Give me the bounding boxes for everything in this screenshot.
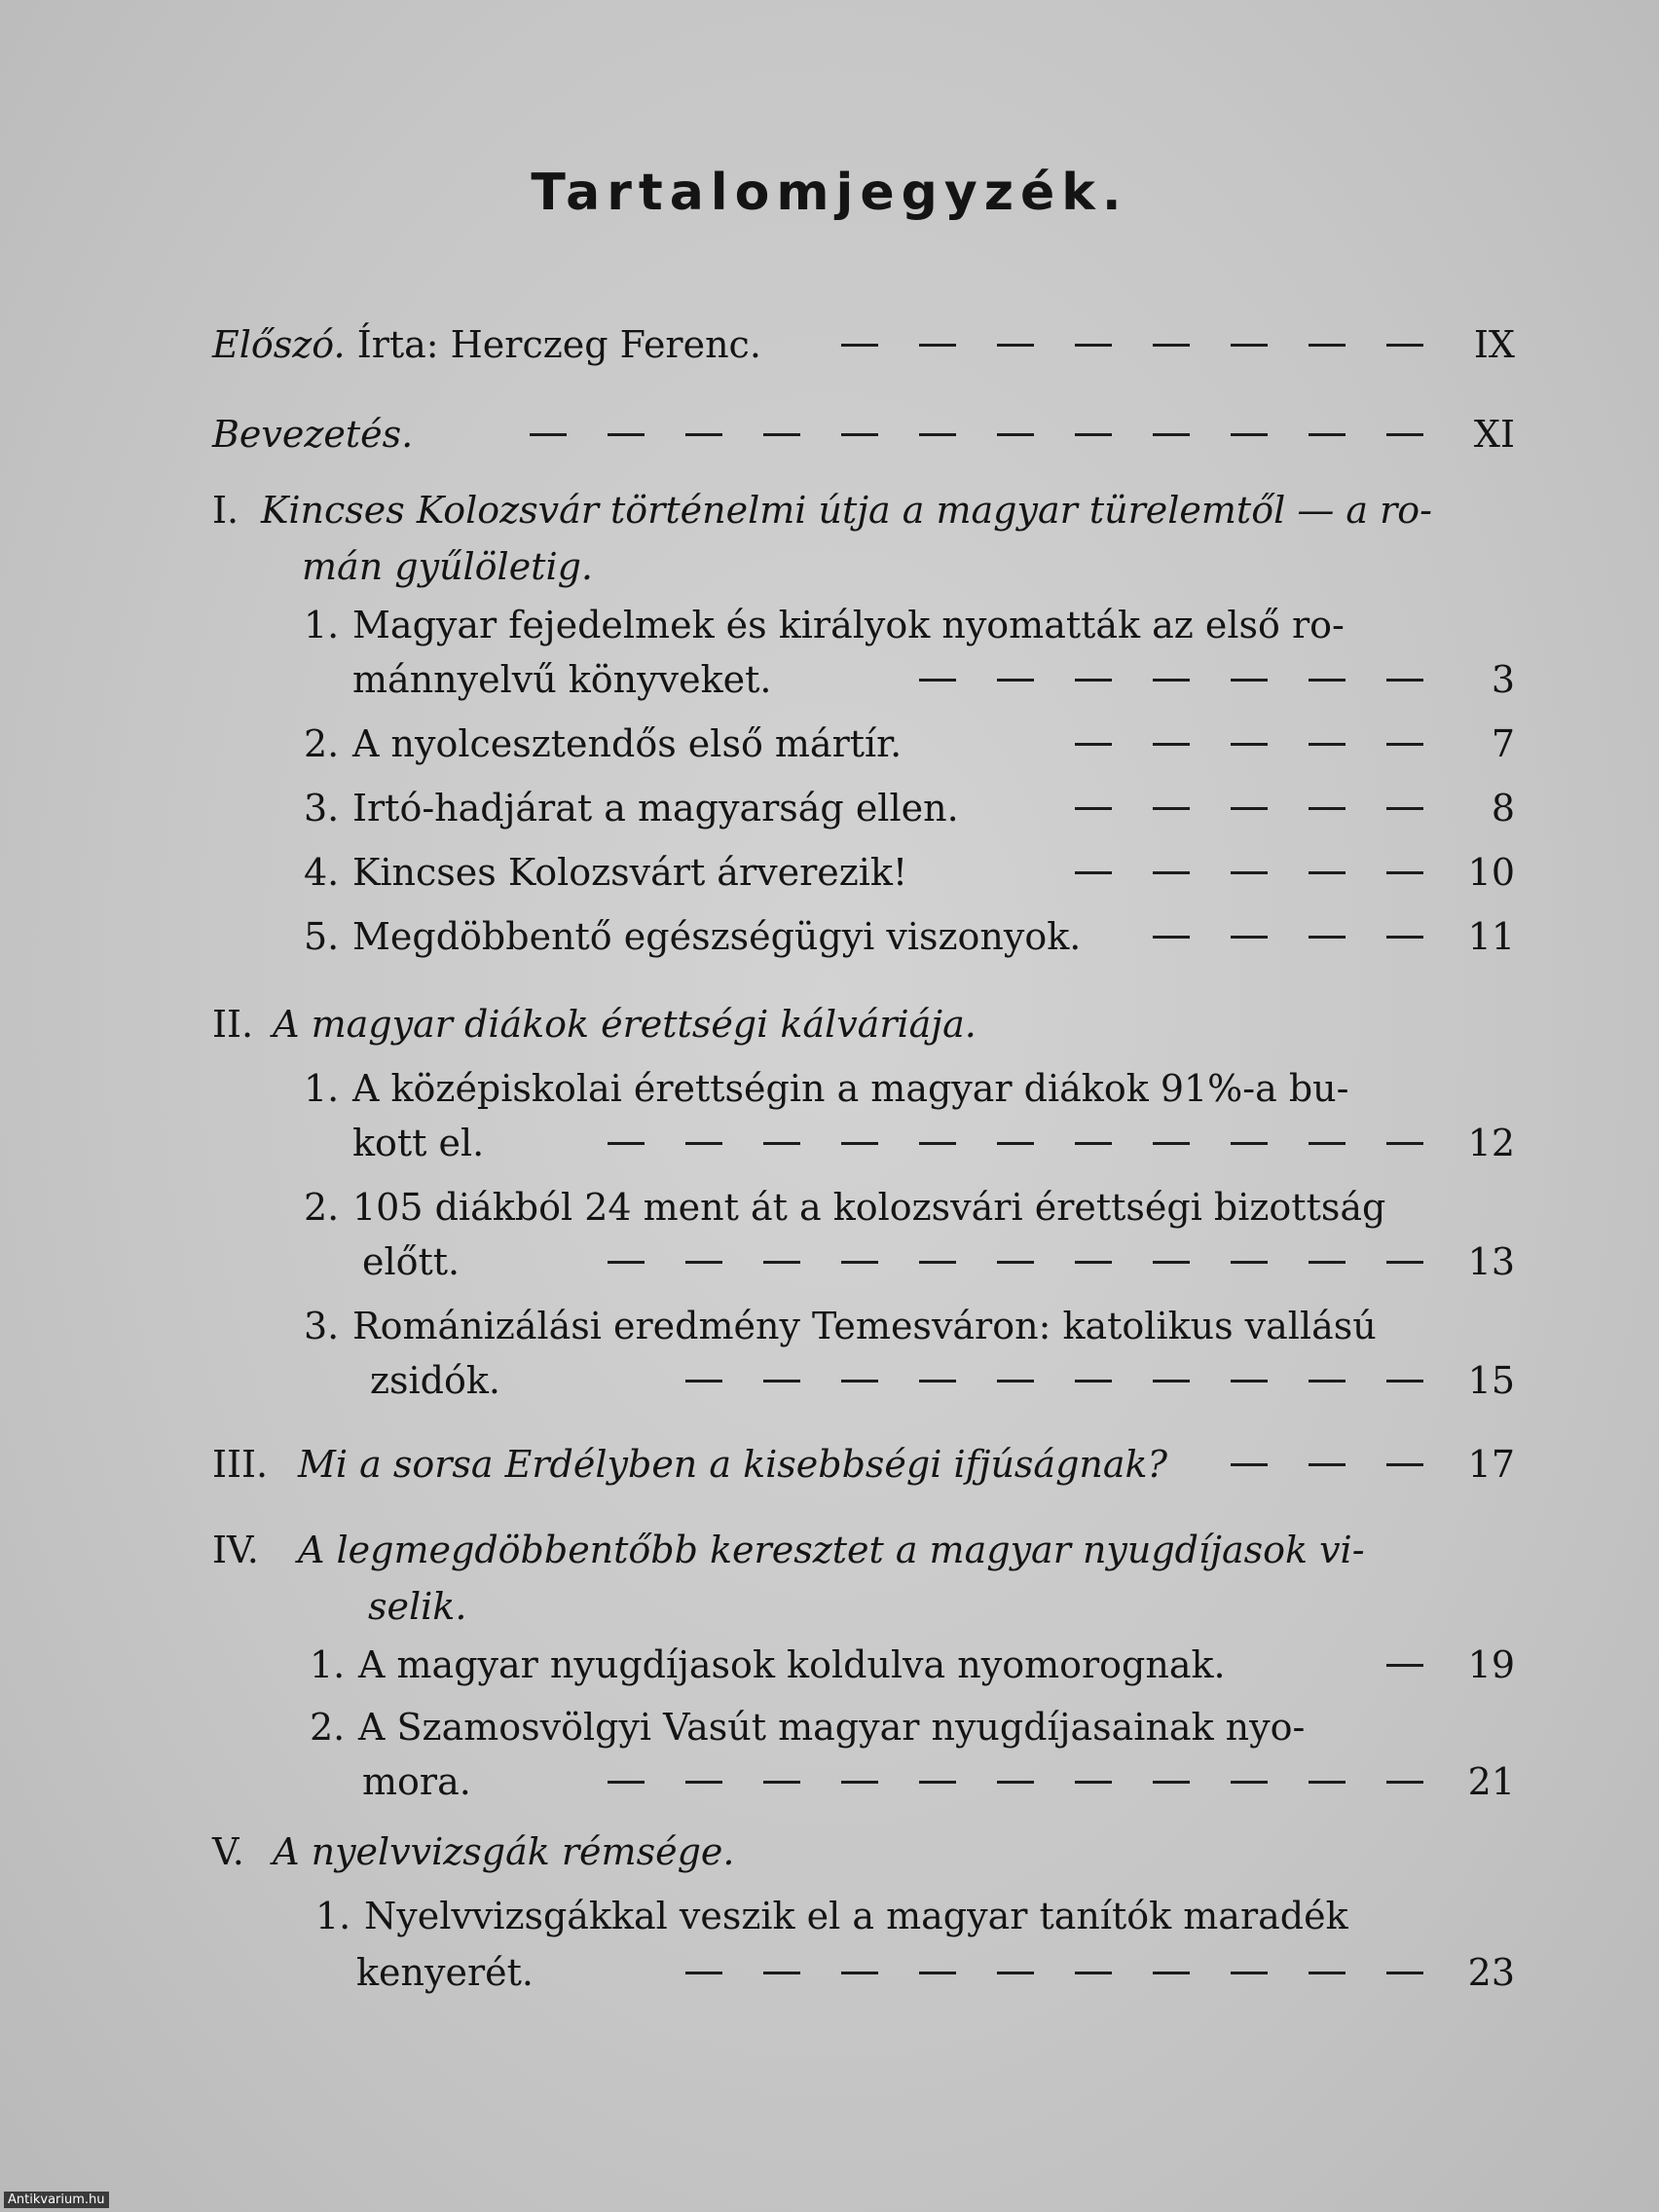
- item-text-continued: előtt.: [362, 1240, 461, 1283]
- chapter-number: V.: [212, 1830, 244, 1873]
- item-number: 3.: [304, 787, 340, 830]
- page-number: 13: [1467, 1240, 1515, 1283]
- leader-dashes: [1100, 946, 1423, 949]
- item-text: A középiskolai érettségin a magyar diákok 91%-a bu-: [352, 1067, 1349, 1110]
- page-number: 8: [1491, 787, 1515, 830]
- item-number: 2.: [310, 1706, 346, 1749]
- item-number: 1.: [310, 1643, 346, 1686]
- leader-dashes: [503, 1153, 1423, 1156]
- toc-item-4-2-cont: [362, 1760, 1515, 1817]
- toc-item-1-3: [304, 787, 1515, 843]
- chapter-title: A legmegdöbbentőbb keresztet a magyar nyugdíjasok vi-: [298, 1529, 1365, 1571]
- toc-item-1-2: [304, 722, 1515, 779]
- chapter-number: III.: [212, 1443, 269, 1486]
- item-number: 2.: [304, 722, 340, 765]
- chapter-number: IV.: [212, 1529, 259, 1571]
- leader-dashes: [432, 444, 1423, 447]
- page-number: 10: [1467, 851, 1515, 894]
- toc-item-2-2: [304, 1186, 1515, 1242]
- page-number: 23: [1467, 1951, 1515, 1994]
- toc-entry-eloszo: [212, 323, 1515, 380]
- leader-dashes: [491, 1791, 1423, 1794]
- page-number: 3: [1491, 658, 1515, 701]
- chapter-number: II.: [212, 1003, 254, 1046]
- chapter-3-heading: [212, 1443, 1515, 1499]
- item-text: Kincses Kolozsvárt árverezik!: [352, 851, 908, 894]
- item-text: A Szamosvölgyi Vasút magyar nyugdíjasainak nyo-: [358, 1706, 1306, 1749]
- leader-dashes: [921, 754, 1423, 756]
- toc-item-1-5: [304, 915, 1515, 972]
- watermark: Antikvarium.hu: [4, 2192, 109, 2208]
- leader-dashes: [927, 882, 1423, 885]
- item-text-continued: zsidók.: [370, 1359, 500, 1402]
- toc-entry-bevezetes: [212, 413, 1515, 469]
- item-text: Irtó-hadjárat a magyarság ellen.: [352, 787, 959, 830]
- page-number: 21: [1467, 1760, 1515, 1803]
- page-number: 7: [1491, 722, 1515, 765]
- page-number: 12: [1467, 1122, 1515, 1164]
- leader-dashes: [479, 1272, 1423, 1274]
- toc-item-2-1: [304, 1067, 1515, 1124]
- chapter-title: A nyelvvizsgák rémsége.: [273, 1830, 735, 1873]
- toc-item-2-2-cont: [362, 1240, 1515, 1297]
- toc-item-1-4: [304, 851, 1515, 907]
- item-text-continued: kott el.: [352, 1122, 485, 1164]
- item-number: 2.: [304, 1186, 340, 1229]
- page-number: 15: [1467, 1359, 1515, 1402]
- page-title: Tartalomjegyzék.: [531, 164, 1128, 222]
- item-number: 1.: [304, 604, 340, 646]
- item-text: A nyolcesztendős első mártír.: [352, 722, 903, 765]
- item-text-continued: mora.: [362, 1760, 471, 1803]
- chapter-title-continued: selik.: [368, 1585, 467, 1628]
- leader-dashes: [1245, 1675, 1423, 1677]
- chapter-title: Mi a sorsa Erdélyben a kisebbségi ifjúságnak?: [298, 1443, 1167, 1486]
- toc-item-1-1: [304, 604, 1515, 660]
- leader-dashes: [978, 818, 1423, 821]
- item-text: Megdöbbentő egészségügyi viszonyok.: [352, 915, 1082, 958]
- toc-item-4-1: [310, 1643, 1515, 1700]
- chapter-2-heading: [212, 1003, 1515, 1059]
- item-text-continued: mánnyelvű könyveket.: [352, 658, 772, 701]
- toc-item-2-3-cont: [370, 1359, 1515, 1416]
- toc-item-2-3: [304, 1305, 1515, 1361]
- page-number: 17: [1467, 1443, 1515, 1486]
- item-text: A magyar nyugdíjasok koldulva nyomorognak.: [358, 1643, 1226, 1686]
- chapter-title-continued: mán gyűlöletig.: [302, 545, 594, 588]
- chapter-4-heading: [212, 1529, 1515, 1585]
- page-number: 11: [1467, 915, 1515, 958]
- item-text: 105 diákból 24 ment át a kolozsvári érettségi bizottság: [352, 1186, 1386, 1229]
- item-number: 4.: [304, 851, 340, 894]
- page-number: XI: [1473, 413, 1515, 456]
- leader-dashes: [553, 1982, 1423, 1985]
- item-text-continued: kenyerét.: [356, 1951, 534, 1994]
- leader-dashes: [520, 1390, 1423, 1393]
- chapter-1-heading: [212, 489, 1515, 545]
- leader-dashes: [791, 689, 1423, 692]
- item-number: 3.: [304, 1305, 340, 1347]
- item-number: 1.: [315, 1895, 351, 1937]
- page-number: IX: [1473, 323, 1515, 366]
- toc-item-1-1-cont: [352, 658, 1515, 715]
- chapter-title: A magyar diákok érettségi kálváriája.: [273, 1003, 977, 1046]
- chapter-title: Kincses Kolozsvár történelmi útja a magyar türelemtől — a ro-: [261, 489, 1433, 532]
- item-number: 5.: [304, 915, 340, 958]
- toc-text: Írta: Herczeg Ferenc.: [356, 323, 761, 366]
- toc-item-5-1-cont: [356, 1951, 1515, 2008]
- toc-label: Bevezetés.: [212, 413, 414, 456]
- leader-dashes: [781, 354, 1423, 357]
- page-number: 19: [1467, 1643, 1515, 1686]
- chapter-5-heading: [212, 1830, 1515, 1887]
- leader-dashes: [1187, 1474, 1423, 1477]
- toc-item-2-1-cont: [352, 1122, 1515, 1178]
- item-text: Magyar fejedelmek és királyok nyomatták az első ro-: [352, 604, 1345, 646]
- toc-label: Előszó.: [212, 323, 346, 366]
- chapter-number: I.: [212, 489, 240, 532]
- toc-item-5-1: [315, 1895, 1515, 1951]
- item-number: 1.: [304, 1067, 340, 1110]
- item-text: Románizálási eredmény Temesváron: katolikus vallású: [352, 1305, 1377, 1347]
- toc-item-4-2: [310, 1706, 1515, 1762]
- item-text: Nyelvvizsgákkal veszik el a magyar tanítók maradék: [364, 1895, 1348, 1937]
